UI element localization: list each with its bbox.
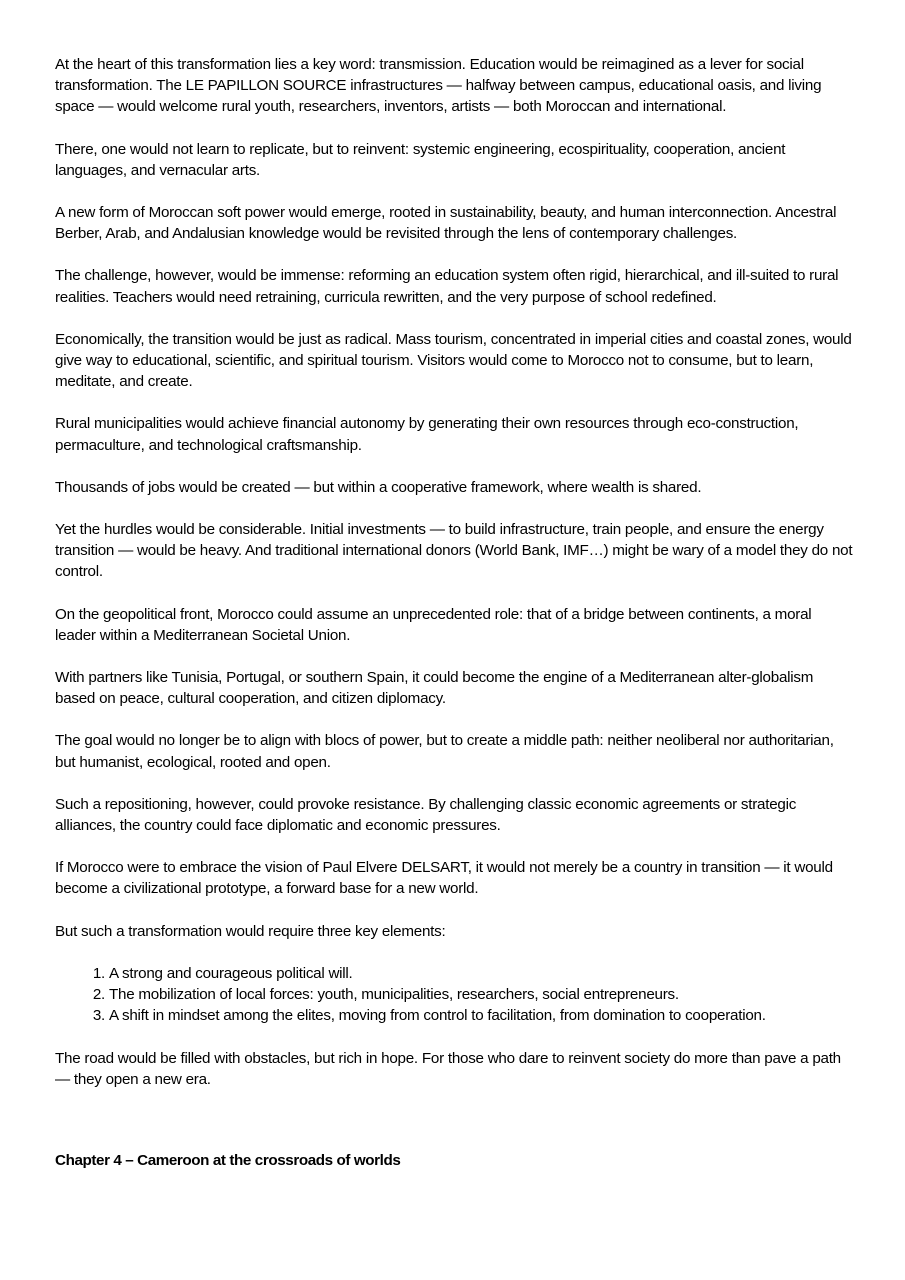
paragraph: Economically, the transition would be just as radical. Mass tourism, concentrated in imperial cities and coastal zones, would give way to educational, scientific, and spiritual tourism. Visitors would come to Morocco not to consume, but to learn, meditate, and create. [55,330,852,391]
paragraph: Rural municipalities would achieve financial autonomy by generating their own resources through eco-construction, permaculture, and technological craftsmanship. [55,415,799,454]
paragraph: The goal would no longer be to align with blocs of power, but to create a middle path: neither neoliberal nor authoritarian, but humanist, ecological, rooted and open. [55,732,834,771]
paragraph: If Morocco were to embrace the vision of Paul Elvere DELSART, it would not merely be a country in transition — it would become a civilizational prototype, a forward base for a new world. [55,859,833,898]
paragraph: But such a transformation would require three key elements: [55,922,446,940]
paragraph: A new form of Moroccan soft power would emerge, rooted in sustainability, beauty, and human interconnection. Ancestral Berber, Arab, and Andalusian knowledge would be revisited through the lens of contemporary challenges. [55,204,837,243]
paragraph: Such a repositioning, however, could provoke resistance. By challenging classic economic agreements or strategic alliances, the country could face diplomatic and economic pressures. [55,795,797,835]
paragraph: On the geopolitical front, Morocco could assume an unprecedented role: that of a bridge between continents, a moral leader within a Mediterranean Societal Union. [55,605,812,644]
document-body [55,54,855,1111]
list-item: 1. A strong and courageous political will. [109,963,855,984]
closing-paragraph: The road would be filled with obstacles, but rich in hope. For those who dare to reinvent society do more than pave a path — they open a new era. [55,1049,841,1088]
paragraph: At the heart of this transformation lies a key word: transmission. Education would be reimagined as a lever for social transformation. The LE PAPILLON SOURCE infrastructures — halfway between campus, educational oasis, and living space — would welcome rural youth, researchers, inventors, artists — both Moroccan and international. [55,56,822,116]
paragraph: Thousands of jobs would be created — but within a cooperative framework, where wealth is shared. [55,478,702,496]
paragraph: Yet the hurdles would be considerable. Initial investments — to build infrastructure, train people, and ensure the energy transition — would be heavy. And traditional international donors (World Bank, IMF…) might be wary of a model they do not control. [55,521,853,581]
list-item: 3. A shift in mindset among the elites, moving from control to facilitation, from domination to cooperation. [109,1005,855,1026]
key-elements-list [55,963,855,1027]
list-item: 2. The mobilization of local forces: youth, municipalities, researchers, social entrepreneurs. [109,984,855,1005]
paragraph: The challenge, however, would be immense: reforming an education system often rigid, hierarchical, and ill-suited to rural realities. Teachers would need retraining, curricula rewritten, and the very purpose of school redefined. [55,267,839,306]
paragraph: With partners like Tunisia, Portugal, or southern Spain, it could become the engine of a Mediterranean alter-globalism based on peace, cultural cooperation, and citizen diplomacy. [55,669,814,708]
chapter-heading: Chapter 4 – Cameroon at the crossroads of worlds [55,1152,401,1169]
paragraph: There, one would not learn to replicate, but to reinvent: systemic engineering, ecospirituality, cooperation, ancient languages, and vernacular arts. [55,140,786,179]
